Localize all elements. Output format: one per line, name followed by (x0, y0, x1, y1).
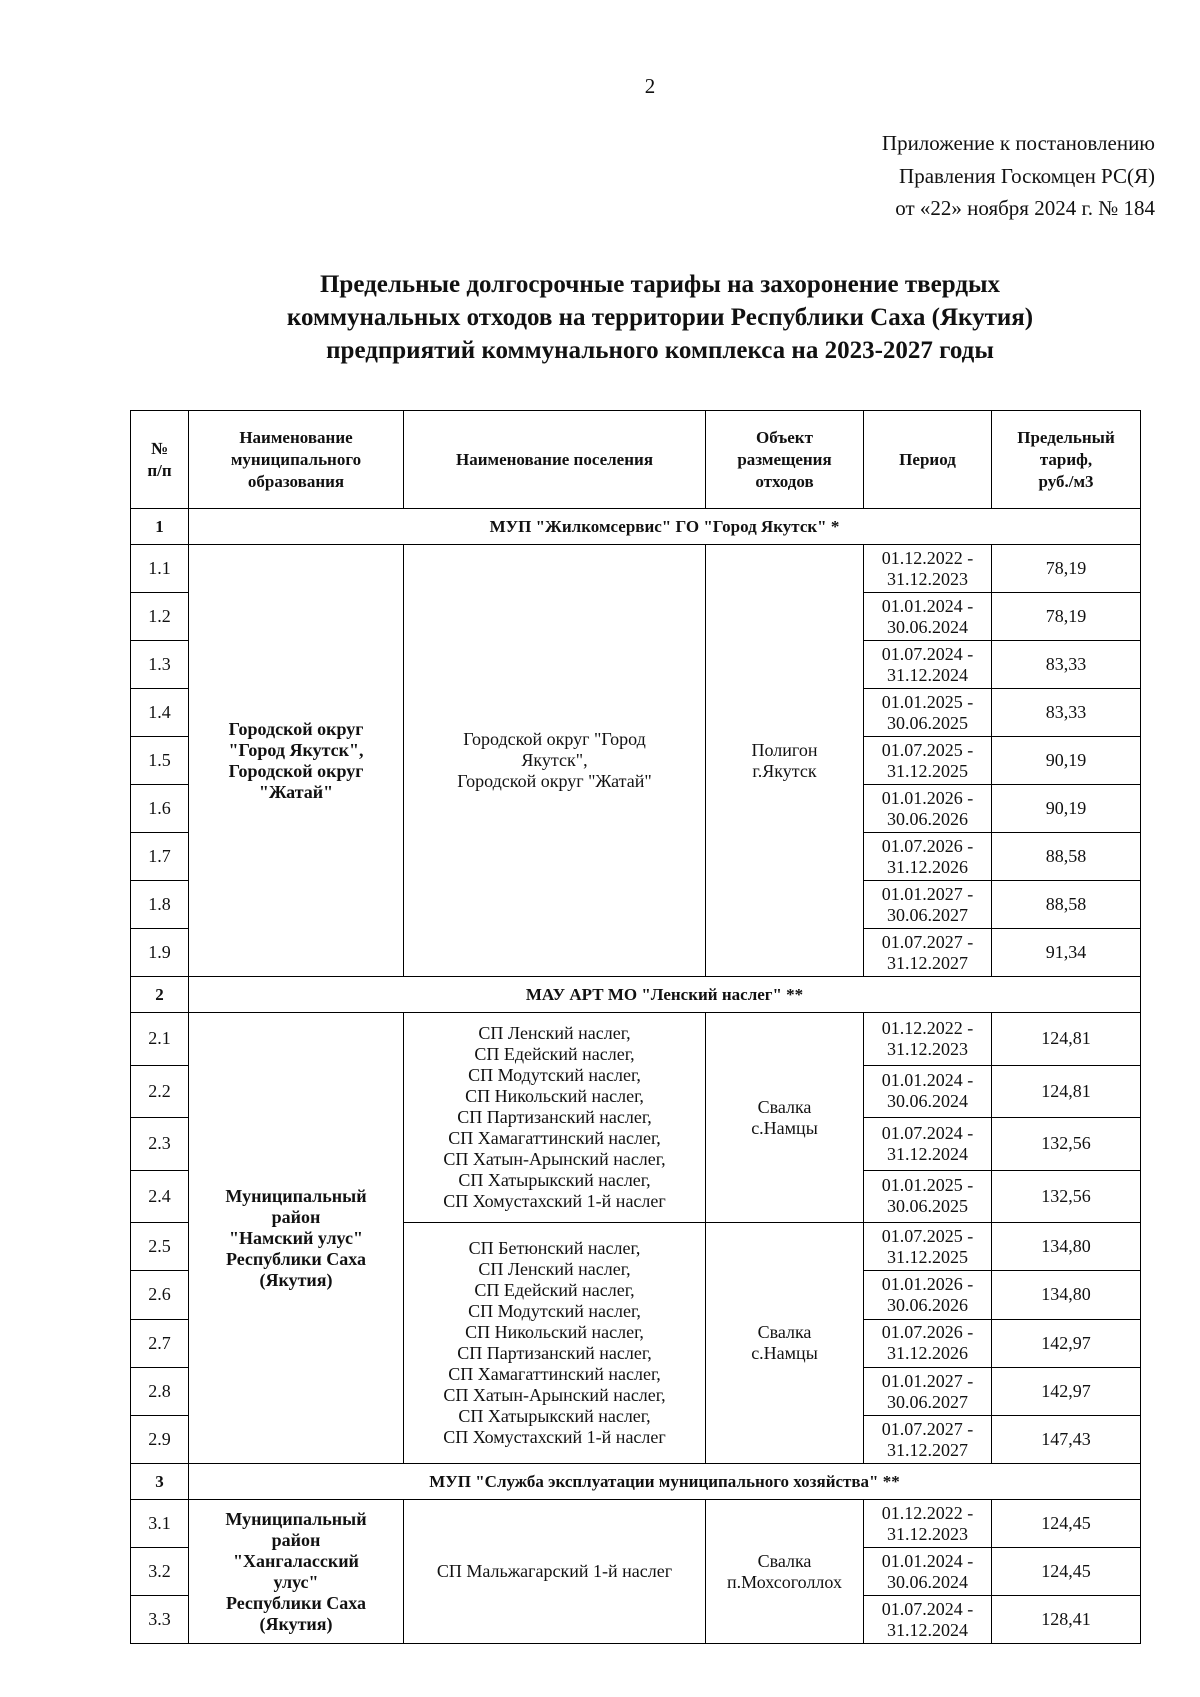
cell-line: Республики Саха (225, 1592, 367, 1613)
appendix-line: от «22» ноября 2024 г. № 184 (895, 196, 1155, 220)
period-cell (864, 1548, 992, 1596)
tariff-value: 134,80 (992, 1223, 1141, 1271)
tariff-value: 128,41 (992, 1596, 1141, 1644)
cell-line: 01.01.2027 - (881, 883, 974, 904)
tariff-value: 142,97 (992, 1319, 1141, 1367)
waste-object-cell (706, 1223, 864, 1464)
cell-line: СП Хатын-Арынский наслег, (443, 1149, 666, 1169)
period-cell (864, 1223, 992, 1271)
row-number: 1.9 (131, 929, 189, 977)
cell-line: 01.07.2027 - (881, 931, 974, 952)
waste-object-cell (706, 1013, 864, 1223)
appendix-reference (700, 127, 1155, 225)
cell-line: 31.12.2023 (887, 1523, 968, 1544)
settlement-cell (404, 1223, 706, 1464)
tariff-value: 124,45 (992, 1548, 1141, 1596)
row-number: 1.7 (131, 833, 189, 881)
settlement-cell (404, 1013, 706, 1223)
cell-line: Городской округ "Город (463, 729, 646, 749)
tariff-value: 78,19 (992, 593, 1141, 641)
cell-line: 01.07.2027 - (881, 1418, 974, 1439)
row-number: 2.1 (131, 1013, 189, 1066)
title-line: предприятий коммунального комплекса на 2023-2027 годы (326, 337, 994, 364)
settlement-cell (404, 545, 706, 977)
header-settlement: Наименование поселения (404, 411, 706, 509)
cell-line: 01.12.2022 - (881, 547, 974, 568)
cell-line: 01.07.2025 - (881, 739, 974, 760)
section-name: МУП "Служба эксплуатации муниципального хозяйства" ** (189, 1464, 1141, 1500)
cell-line: 31.12.2025 (887, 760, 968, 781)
cell-line: Республики Саха (225, 1248, 367, 1269)
cell-line: 01.01.2027 - (881, 1370, 974, 1391)
period-cell (864, 641, 992, 689)
cell-line: СП Хамагаттинский наслег, (448, 1128, 661, 1148)
cell-line: Муниципальный (225, 1185, 367, 1206)
period-cell (864, 929, 992, 977)
tariff-value: 90,19 (992, 785, 1141, 833)
municipality-cell (189, 1500, 404, 1644)
table-body (131, 509, 1141, 1644)
row-number: 1.4 (131, 689, 189, 737)
page-number: 2 (644, 74, 656, 98)
row-number: 2.6 (131, 1271, 189, 1319)
cell-line: 01.01.2024 - (881, 1070, 974, 1091)
cell-line: 30.06.2026 (887, 808, 968, 829)
cell-line: СП Никольский наслег, (465, 1086, 644, 1106)
period-cell (864, 785, 992, 833)
tariff-value: 88,58 (992, 881, 1141, 929)
cell-line: (Якутия) (259, 1269, 333, 1290)
period-cell (864, 881, 992, 929)
section-number: 2 (131, 977, 189, 1013)
settlement-cell (404, 1500, 706, 1644)
row-number: 2.3 (131, 1118, 189, 1171)
cell-line: 31.12.2024 (887, 1619, 968, 1640)
cell-line: 01.12.2022 - (881, 1017, 974, 1038)
cell-line: СП Мальжагарский 1-й наслег (436, 1561, 673, 1582)
cell-line: СП Ленский наслег, (478, 1023, 631, 1043)
cell-line: 01.01.2026 - (881, 1273, 974, 1294)
cell-line: Городской округ (228, 760, 364, 781)
tariff-value: 88,58 (992, 833, 1141, 881)
table-header-row (131, 411, 1141, 509)
row-number: 1.6 (131, 785, 189, 833)
header-tariff: Предельный тариф, руб./м3 (992, 411, 1141, 509)
document-title (130, 268, 1190, 367)
section-name: МАУ АРТ МО "Ленский наслег" ** (189, 977, 1141, 1013)
cell-line: район (271, 1206, 321, 1227)
period-cell (864, 1013, 992, 1066)
tariff-value: 142,97 (992, 1367, 1141, 1415)
cell-line: СП Хатырыкский наслег, (458, 1170, 651, 1190)
row-number: 1.5 (131, 737, 189, 785)
tariff-value: 83,33 (992, 689, 1141, 737)
tariff-value: 124,45 (992, 1500, 1141, 1548)
title-line: Предельные долгосрочные тарифы на захоронение твердых (319, 271, 1001, 298)
tariff-value: 132,56 (992, 1118, 1141, 1171)
period-cell (864, 545, 992, 593)
appendix-line: Правления Госкомцен РС(Я) (899, 163, 1155, 188)
period-cell (864, 1170, 992, 1223)
row-number: 2.9 (131, 1416, 189, 1464)
row-number: 1.3 (131, 641, 189, 689)
period-cell (864, 1118, 992, 1171)
cell-line: 30.06.2027 (887, 904, 968, 925)
cell-line: улус" (273, 1571, 319, 1592)
cell-line: 01.07.2024 - (881, 1122, 974, 1143)
row-number: 2.7 (131, 1319, 189, 1367)
cell-line: 31.12.2026 (887, 1343, 968, 1364)
header-num: № п/п (131, 411, 189, 509)
tariff-value: 147,43 (992, 1416, 1141, 1464)
row-number: 2.4 (131, 1170, 189, 1223)
cell-line: г.Якутск (752, 760, 817, 781)
section-header-row (131, 977, 1141, 1013)
cell-line: СП Модутский наслег, (468, 1301, 641, 1322)
row-number: 2.5 (131, 1223, 189, 1271)
cell-line: СП Едейский наслег, (474, 1044, 635, 1064)
cell-line: СП Хамагаттинский наслег, (448, 1364, 661, 1385)
table-row (131, 1500, 1141, 1548)
cell-line: СП Едейский наслег, (474, 1280, 635, 1301)
period-cell (864, 1065, 992, 1118)
period-cell (864, 1319, 992, 1367)
period-cell (864, 1367, 992, 1415)
cell-line: Якутск", (521, 750, 588, 770)
period-cell (864, 1596, 992, 1644)
cell-line: СП Хомустахский 1-й наслег (443, 1191, 666, 1211)
cell-line: СП Хатырыкский наслег, (458, 1406, 651, 1427)
cell-line: "Хангаласский (233, 1550, 359, 1571)
cell-line: Свалка (757, 1322, 812, 1343)
cell-line: 30.06.2024 (887, 1091, 968, 1112)
row-number: 3.1 (131, 1500, 189, 1548)
row-number: 2.2 (131, 1065, 189, 1118)
cell-line: с.Намцы (751, 1343, 818, 1364)
cell-line: 01.12.2022 - (881, 1502, 974, 1523)
waste-object-cell (706, 1500, 864, 1644)
cell-line: 30.06.2025 (887, 712, 968, 733)
cell-line: Муниципальный (225, 1508, 367, 1529)
tariff-value: 132,56 (992, 1170, 1141, 1223)
cell-line: 30.06.2026 (887, 1294, 968, 1315)
cell-line: 01.07.2024 - (881, 1598, 974, 1619)
tariff-value: 124,81 (992, 1013, 1141, 1066)
municipality-cell (189, 1013, 404, 1464)
cell-line: 30.06.2024 (887, 1571, 968, 1592)
cell-line: 01.07.2026 - (881, 1322, 974, 1343)
tariff-table (130, 410, 1141, 1644)
cell-line: 01.07.2024 - (881, 643, 974, 664)
cell-line: 31.12.2024 (887, 1143, 968, 1164)
period-cell (864, 1416, 992, 1464)
cell-line: 31.12.2023 (887, 568, 968, 589)
section-name: МУП "Жилкомсервис" ГО "Город Якутск" * (189, 509, 1141, 545)
cell-line: СП Ленский наслег, (478, 1259, 631, 1280)
cell-line: Полигон (751, 739, 818, 760)
cell-line: 31.12.2025 (887, 1246, 968, 1267)
cell-line: 31.12.2024 (887, 664, 968, 685)
tariff-value: 124,81 (992, 1065, 1141, 1118)
cell-line: (Якутия) (259, 1613, 333, 1634)
cell-line: с.Намцы (751, 1117, 818, 1138)
cell-line: 01.01.2024 - (881, 595, 974, 616)
row-number: 1.2 (131, 593, 189, 641)
row-number: 3.2 (131, 1548, 189, 1596)
cell-line: 01.01.2025 - (881, 691, 974, 712)
cell-line: Свалка (757, 1096, 812, 1117)
cell-line: 31.12.2023 (887, 1038, 968, 1059)
cell-line: 31.12.2026 (887, 856, 968, 877)
cell-line: СП Хатын-Арынский наслег, (443, 1385, 666, 1406)
period-cell (864, 593, 992, 641)
cell-line: 30.06.2024 (887, 616, 968, 637)
table-row (131, 1013, 1141, 1066)
cell-line: 01.07.2025 - (881, 1225, 974, 1246)
cell-line: СП Партизанский наслег, (457, 1343, 652, 1364)
row-number: 1.8 (131, 881, 189, 929)
period-cell (864, 1500, 992, 1548)
period-cell (864, 689, 992, 737)
cell-line: СП Партизанский наслег, (457, 1107, 652, 1127)
tariff-value: 78,19 (992, 545, 1141, 593)
cell-line: 01.01.2026 - (881, 787, 974, 808)
header-period: Период (864, 411, 992, 509)
municipality-cell (189, 545, 404, 977)
cell-line: СП Хомустахский 1-й наслег (443, 1427, 666, 1448)
cell-line: 01.01.2025 - (881, 1175, 974, 1196)
section-header-row (131, 1464, 1141, 1500)
row-number: 3.3 (131, 1596, 189, 1644)
cell-line: район (271, 1529, 321, 1550)
appendix-line: Приложение к постановлению (881, 131, 1155, 155)
waste-object-cell (706, 545, 864, 977)
period-cell (864, 1271, 992, 1319)
cell-line: "Жатай" (258, 781, 334, 802)
tariff-value: 134,80 (992, 1271, 1141, 1319)
cell-line: СП Никольский наслег, (465, 1322, 644, 1343)
cell-line: Городской округ "Жатай" (457, 771, 652, 791)
period-cell (864, 737, 992, 785)
header-object: Объект размещения отходов (706, 411, 864, 509)
row-number: 2.8 (131, 1367, 189, 1415)
cell-line: СП Модутский наслег, (468, 1065, 641, 1085)
cell-line: 30.06.2027 (887, 1391, 968, 1412)
section-number: 1 (131, 509, 189, 545)
cell-line: "Город Якутск", (228, 739, 364, 760)
cell-line: п.Мохсоголлох (727, 1571, 842, 1592)
cell-line: Городской округ (228, 718, 364, 739)
header-municipality: Наименование муниципального образования (189, 411, 404, 509)
cell-line: "Намский улус" (229, 1227, 363, 1248)
tariff-value: 91,34 (992, 929, 1141, 977)
cell-line: Свалка (757, 1550, 812, 1571)
cell-line: 30.06.2025 (887, 1196, 968, 1217)
table-row (131, 545, 1141, 593)
cell-line: 31.12.2027 (887, 952, 968, 973)
tariff-value: 83,33 (992, 641, 1141, 689)
tariff-value: 90,19 (992, 737, 1141, 785)
cell-line: СП Бетюнский наслег, (468, 1238, 641, 1259)
cell-line: 01.07.2026 - (881, 835, 974, 856)
cell-line: 01.01.2024 - (881, 1550, 974, 1571)
title-line: коммунальных отходов на территории Республики Саха (Якутия) (286, 304, 1034, 331)
period-cell (864, 833, 992, 881)
cell-line: 31.12.2027 (887, 1439, 968, 1460)
section-number: 3 (131, 1464, 189, 1500)
row-number: 1.1 (131, 545, 189, 593)
section-header-row (131, 509, 1141, 545)
